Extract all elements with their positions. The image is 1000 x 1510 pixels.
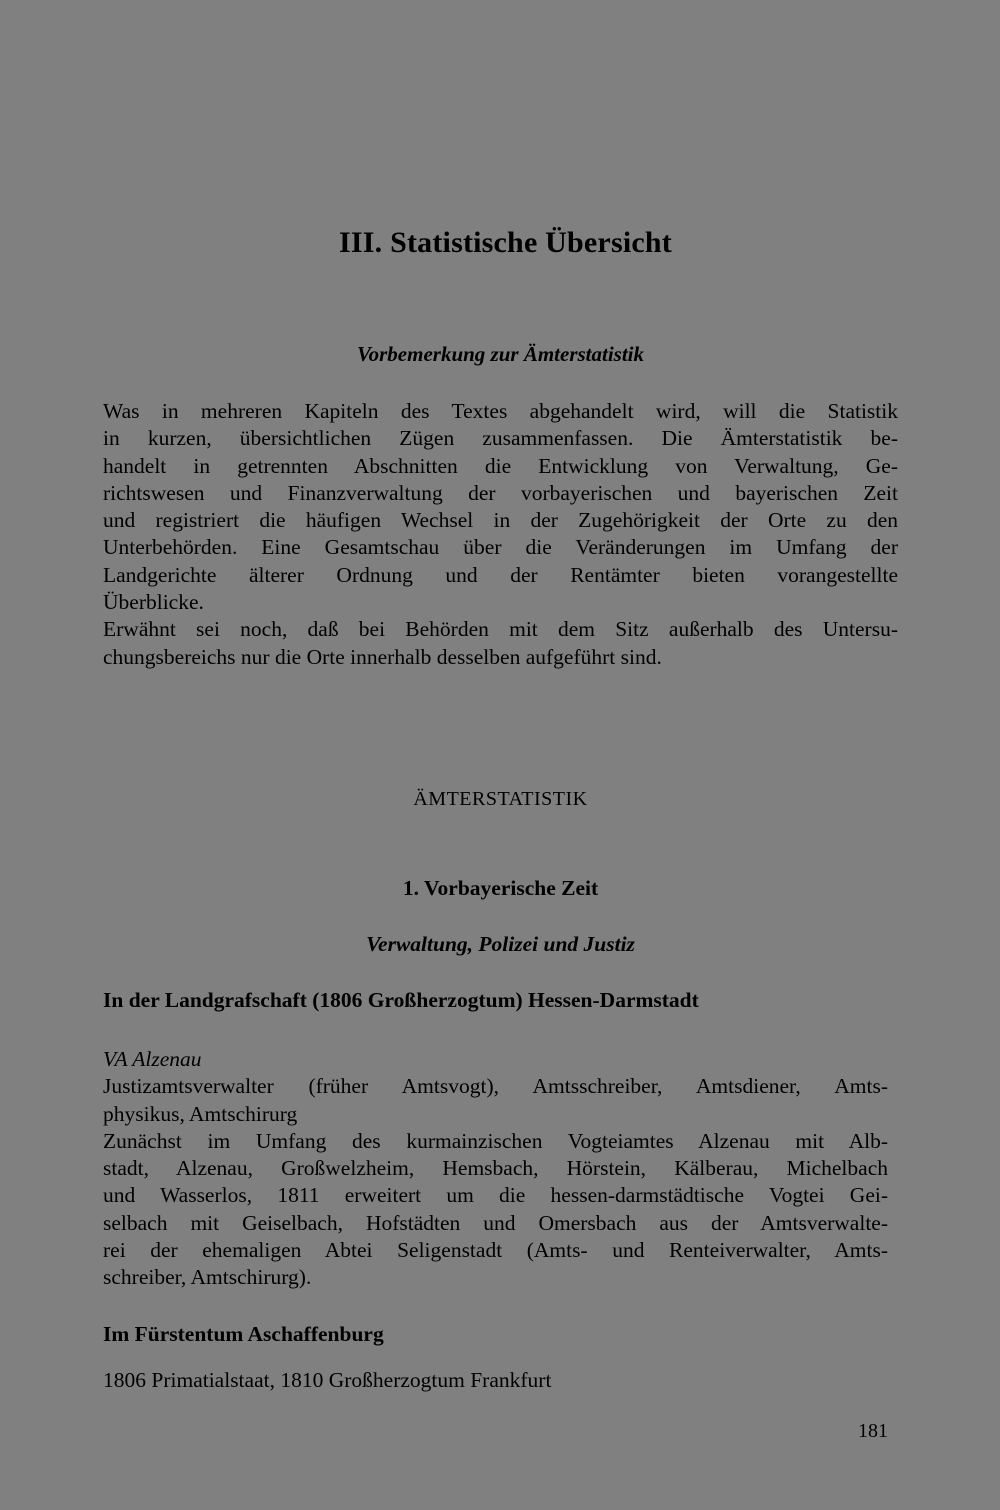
- page-number: 181: [858, 1420, 888, 1442]
- text-line: Landgerichte älterer Ordnung und der Rentämter bieten vorangestellte: [103, 562, 898, 587]
- region-heading-hessen: In der Landgrafschaft (1806 Großherzogtum) Hessen-Darmstadt: [103, 988, 699, 1012]
- text-line: physikus, Amtschirurg: [103, 1101, 298, 1126]
- text-line: und Wasserlos, 1811 erweitert um die hessen-darmstädtische Vogtei Gei-: [103, 1183, 888, 1208]
- text-line: stadt, Alzenau, Großwelzheim, Hemsbach, Hörstein, Kälberau, Michelbach: [103, 1156, 888, 1181]
- region-note: 1806 Primatialstaat, 1810 Großherzogtum Frankfurt: [103, 1368, 552, 1392]
- text-line: in kurzen, übersichtlichen Zügen zusammenfassen. Die Ämterstatistik be-: [103, 426, 898, 451]
- text-line: handelt in getrennten Abschnitten die Entwicklung von Verwaltung, Ge-: [103, 453, 898, 478]
- chapter-title: III. Statistische Übersicht: [339, 226, 672, 259]
- text-line: Zunächst im Umfang des kurmainzischen Vogteiamtes Alzenau mit Alb-: [103, 1128, 888, 1153]
- subject-heading: Verwaltung, Polizei und Justiz: [366, 932, 635, 956]
- period-heading: 1. Vorbayerische Zeit: [402, 876, 599, 900]
- text-line: Unterbehörden. Eine Gesamtschau über die Veränderungen im Umfang der: [103, 535, 898, 560]
- text-line: und registriert die häufigen Wechsel in der Zugehörigkeit der Orte zu den: [103, 508, 898, 533]
- preliminary-paragraph: [103, 398, 898, 671]
- text-line: Erwähnt sei noch, daß bei Behörden mit dem Sitz außerhalb des Untersu-: [103, 617, 898, 642]
- text-line: richtswesen und Finanzverwaltung der vorbayerischen und bayerischen Zeit: [103, 480, 898, 505]
- preliminary-heading: Vorbemerkung zur Ämterstatistik: [356, 342, 645, 366]
- text-line: Überblicke.: [103, 590, 204, 615]
- text-line: selbach mit Geiselbach, Hofstädten und Omersbach aus der Amtsverwalte-: [103, 1210, 888, 1235]
- text-line: schreiber, Amtschirurg).: [103, 1265, 312, 1290]
- text-line: rei der ehemaligen Abtei Seligenstadt (Amts- und Renteiverwalter, Amts-: [103, 1238, 888, 1263]
- office-entry-alzenau: [103, 1046, 888, 1292]
- office-name: VA Alzenau: [103, 1047, 202, 1071]
- text-line: Was in mehreren Kapiteln des Textes abgehandelt wird, will die Statistik: [103, 399, 898, 423]
- statistics-heading: ÄMTERSTATISTIK: [413, 788, 588, 810]
- text-line: chungsbereichs nur die Orte innerhalb desselben aufgeführt sind.: [103, 644, 662, 669]
- document-page: [103, 0, 898, 1510]
- text-line: Justizamtsverwalter (früher Amtsvogt), Amtsschreiber, Amtsdiener, Amts-: [103, 1074, 888, 1099]
- region-heading-aschaffenburg: Im Fürstentum Aschaffenburg: [103, 1322, 384, 1346]
